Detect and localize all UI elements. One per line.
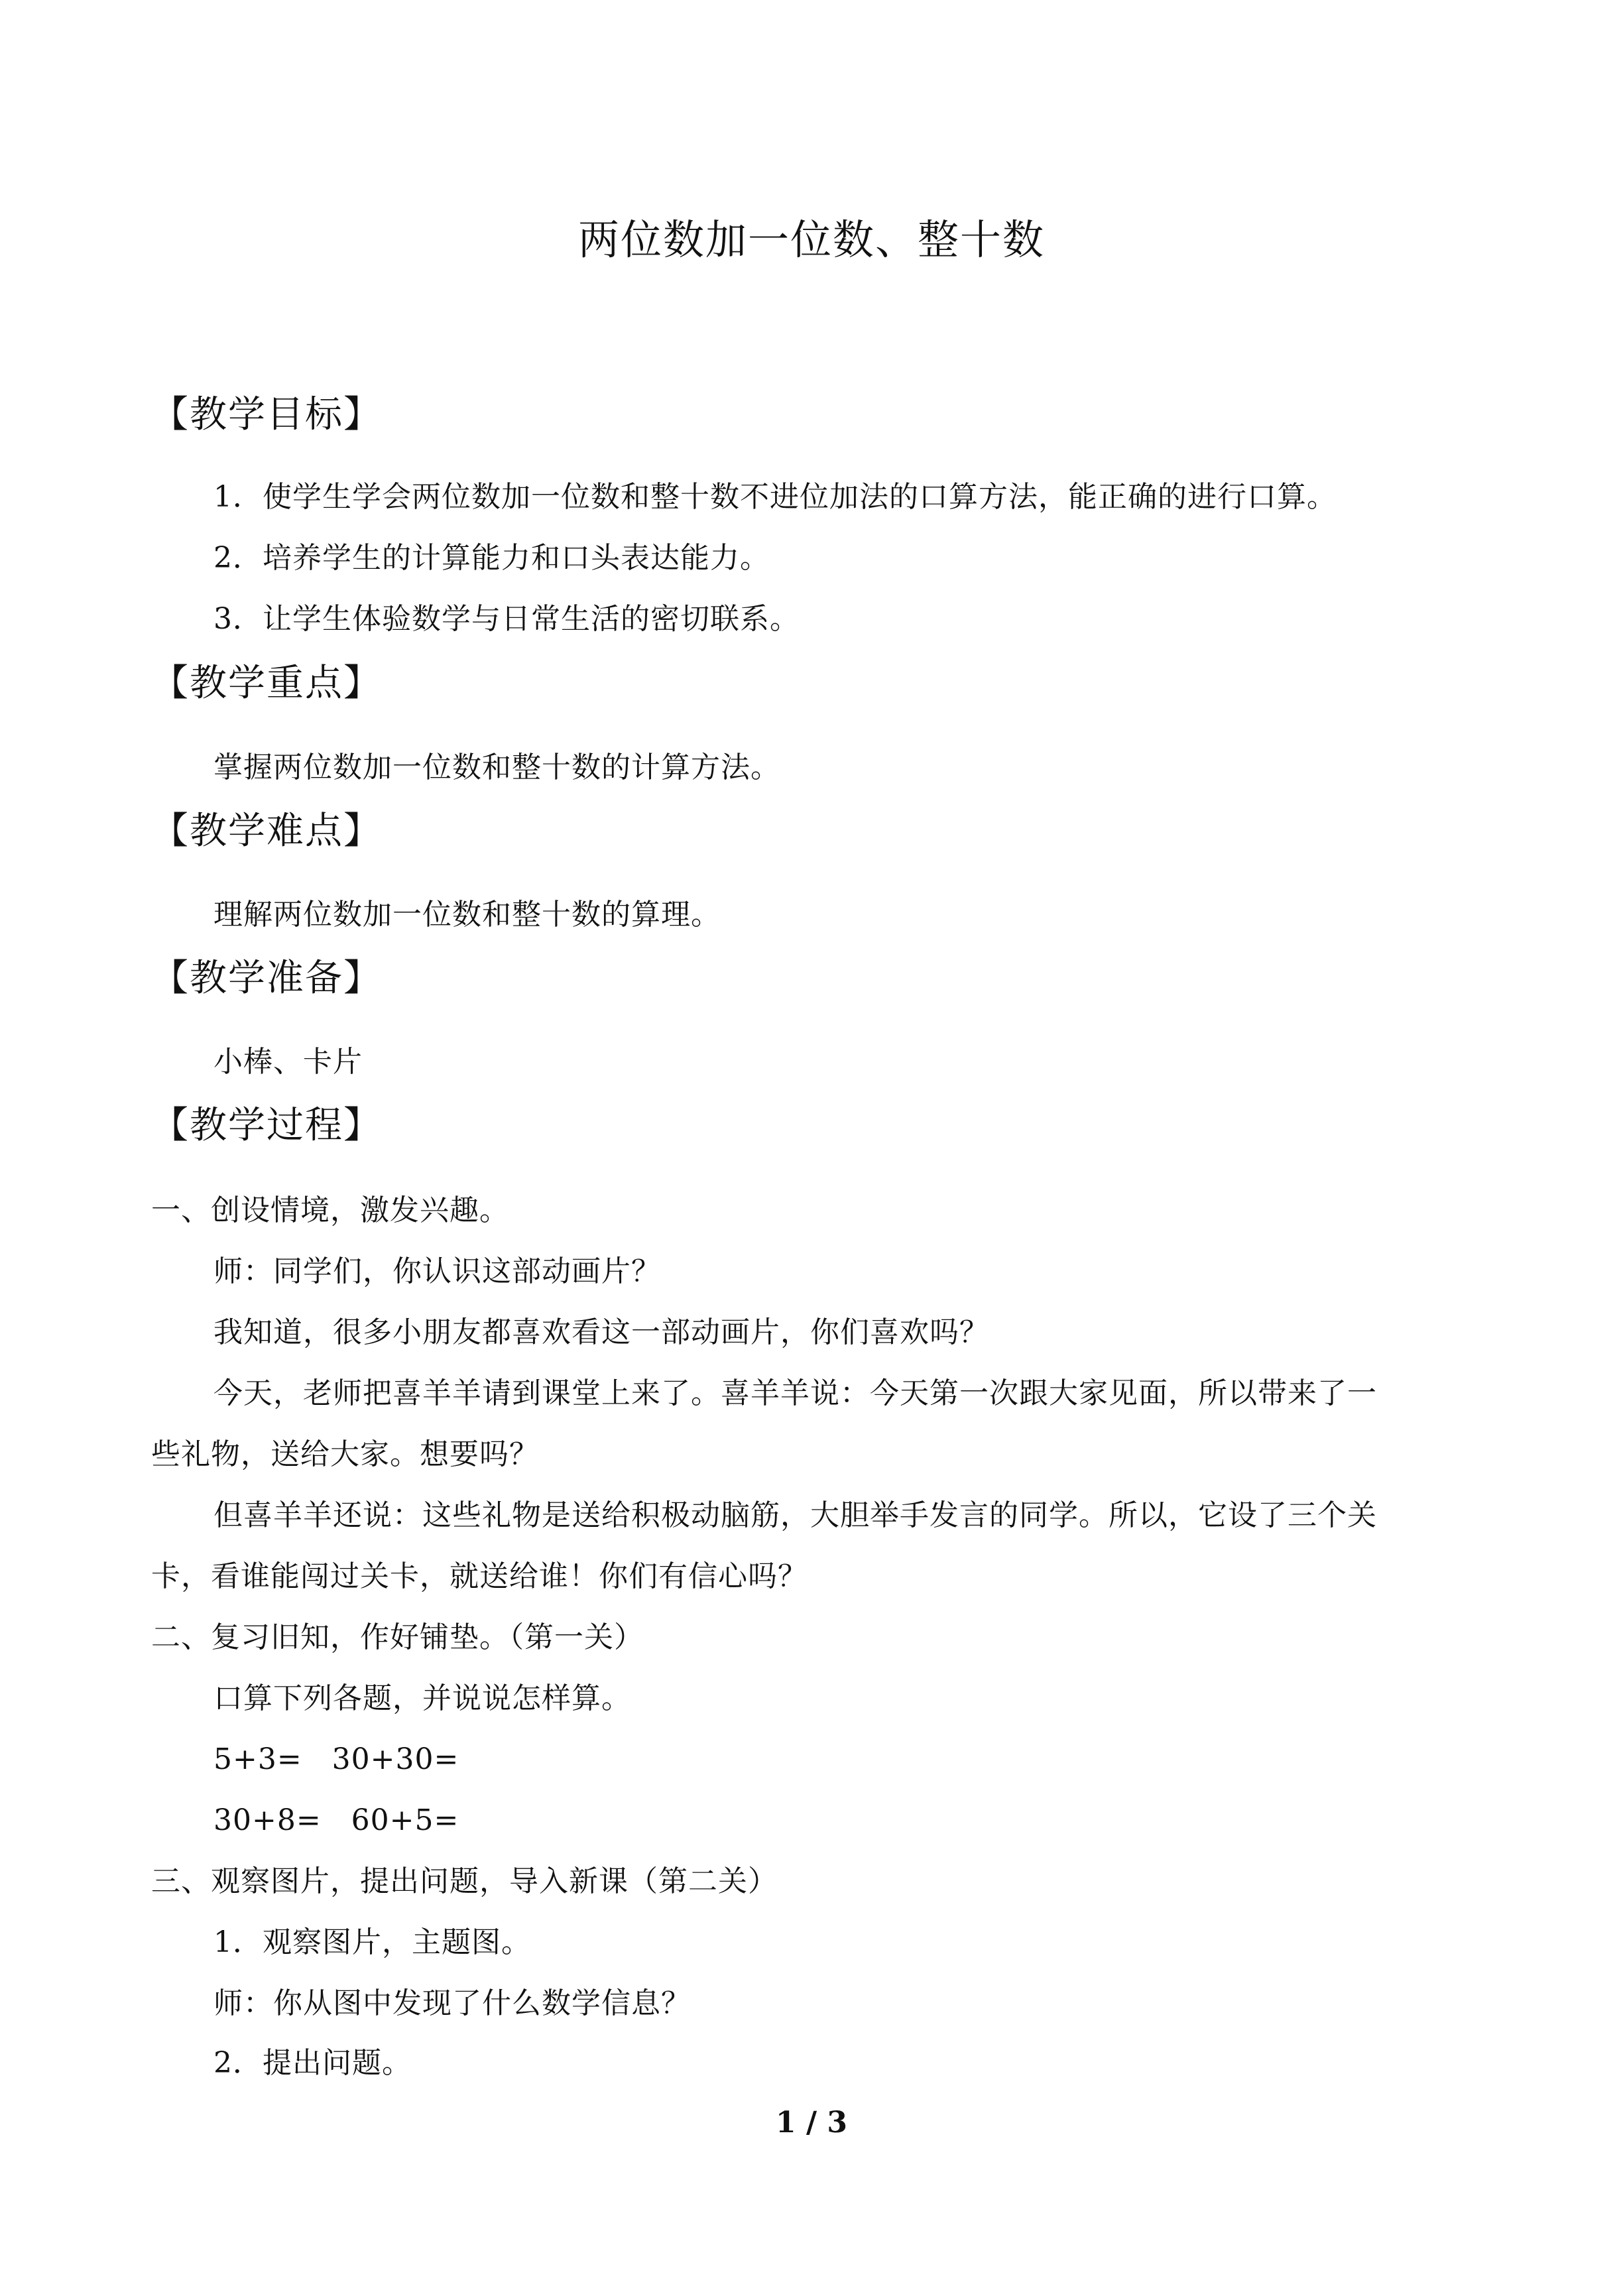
heading-difficulties: 【教学难点】 <box>151 810 382 853</box>
goal-item-1: 1．使学生学会两位数加一位数和整十数不进位加法的口算方法，能正确的进行口算。 <box>213 480 1337 514</box>
difficulties-text: 理解两位数加一位数和整十数的算理。 <box>213 898 721 932</box>
heading-teaching-goals: 【教学目标】 <box>151 393 382 436</box>
process-part3-title: 三、观察图片，提出问题，导入新课（第二关） <box>151 1864 778 1898</box>
process-paragraph: 卡，看谁能闯过关卡，就送给谁！你们有信心吗？ <box>151 1559 808 1593</box>
process-paragraph: 口算下列各题，并说说怎样算。 <box>213 1681 631 1715</box>
process-paragraph: 师：同学们，你认识这部动画片？ <box>213 1254 661 1288</box>
calculation-line: 30+8= 60+5= <box>213 1803 459 1837</box>
document-title: 两位数加一位数、整十数 <box>577 215 1045 264</box>
key-points-text: 掌握两位数加一位数和整十数的计算方法。 <box>213 751 780 784</box>
goal-item-3: 3．让学生体验数学与日常生活的密切联系。 <box>213 602 800 636</box>
process-paragraph: 今天，老师把喜羊羊请到课堂上来了。喜羊羊说：今天第一次跟大家见面，所以带来了一 <box>213 1376 1377 1410</box>
process-paragraph: 2．提出问题。 <box>213 2046 412 2080</box>
process-part2-title: 二、复习旧知，作好铺垫。（第一关） <box>151 1620 644 1654</box>
process-paragraph: 师：你从图中发现了什么数学信息？ <box>213 1986 691 2020</box>
calculation-line: 5+3= 30+30= <box>213 1742 459 1776</box>
heading-key-points: 【教学重点】 <box>151 662 382 705</box>
heading-process: 【教学过程】 <box>151 1104 382 1147</box>
page-number: 1 / 3 <box>776 2106 847 2140</box>
goal-item-2: 2．培养学生的计算能力和口头表达能力。 <box>213 541 770 575</box>
heading-preparation: 【教学准备】 <box>151 957 382 1000</box>
process-paragraph: 我知道，很多小朋友都喜欢看这一部动画片，你们喜欢吗？ <box>213 1315 989 1349</box>
process-part1-title: 一、创设情境，激发兴趣。 <box>151 1193 509 1227</box>
process-paragraph: 些礼物，送给大家。想要吗？ <box>151 1437 539 1471</box>
process-paragraph: 但喜羊羊还说：这些礼物是送给积极动脑筋，大胆举手发言的同学。所以，它设了三个关 <box>213 1498 1377 1532</box>
process-paragraph: 1．观察图片，主题图。 <box>213 1925 531 1959</box>
preparation-text: 小棒、卡片 <box>213 1045 363 1079</box>
